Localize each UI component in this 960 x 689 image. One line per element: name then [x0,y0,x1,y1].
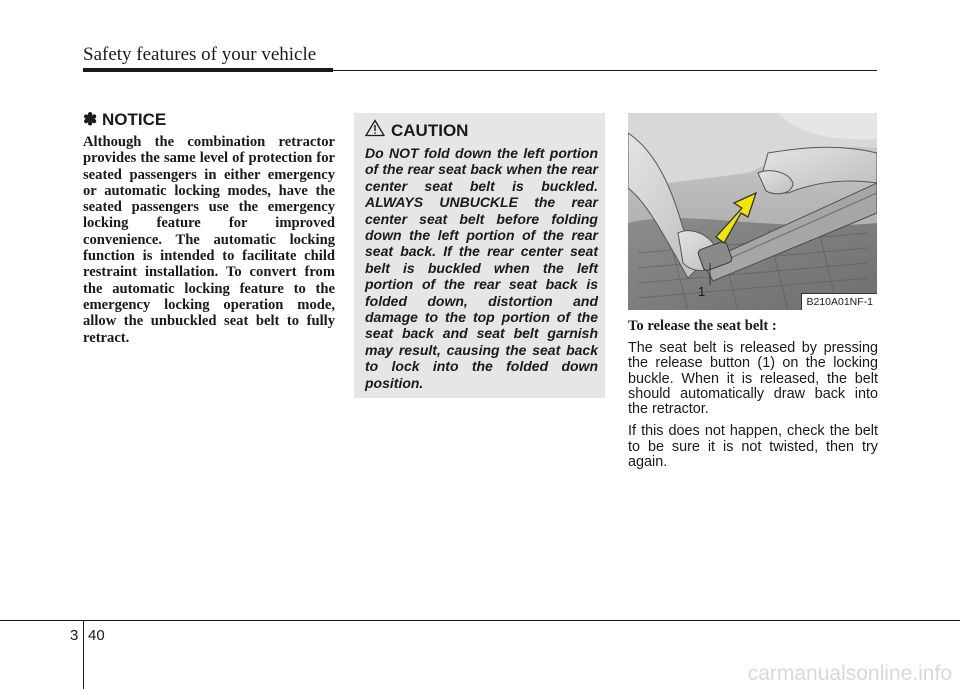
header-rule-thick [83,68,333,72]
release-section [628,318,878,477]
figure-code: B210A01NF-1 [801,293,877,310]
callout-number: 1 [698,284,706,299]
caution-header [365,119,598,142]
release-heading: To release the seat belt : [628,318,777,334]
caution-box [354,113,605,398]
notice-section [83,110,335,346]
notice-title: ✽ NOTICE [83,110,167,129]
warning-triangle-icon [365,119,385,142]
footer-rule [0,620,960,621]
seat-belt-release-illustration [628,113,877,310]
caution-text: Do NOT fold down the left portion of the rear seat back when the rear center seat belt is buckled. ALWAYS UNBUCKLE the rear center seat belt before folding down the left portion of the rear seat back. If the rear center seat belt is buckled when the left portion of the rear seat back is folded down, distortion and damage to the top portion of the seat back and seat belt garnish may result, causing the seat back to lock into the folded down position. [365,145,598,391]
release-paragraph-1: The seat belt is released by pressing the release button (1) on the locking buckle. When it is released, the belt should automatically draw back into the retractor. [628,340,878,418]
chapter-number: 3 [70,627,79,644]
caution-title: CAUTION [391,120,469,140]
header-rule-thin [333,70,877,71]
release-paragraph-2: If this does not happen, check the belt to be sure it is not twisted, then try again. [628,423,878,471]
page-header-title: Safety features of your vehicle [83,44,317,65]
notice-text: Although the combination retractor provides the same level of protection for seated passengers in either emergency or automatic locking modes, have the seated passengers use the emergency locking feature for improved convenience. The automatic locking function is intended to facilitate child restraint installation. To convert from the automatic locking feature to the emergency locking operation mode, allow the unbuckled seat belt to fully retract. [83,134,335,346]
illustration-graphic [628,113,877,310]
page-number: 40 [88,627,105,644]
watermark: carmanualsonline.info [747,662,952,685]
footer-divider [83,621,84,689]
